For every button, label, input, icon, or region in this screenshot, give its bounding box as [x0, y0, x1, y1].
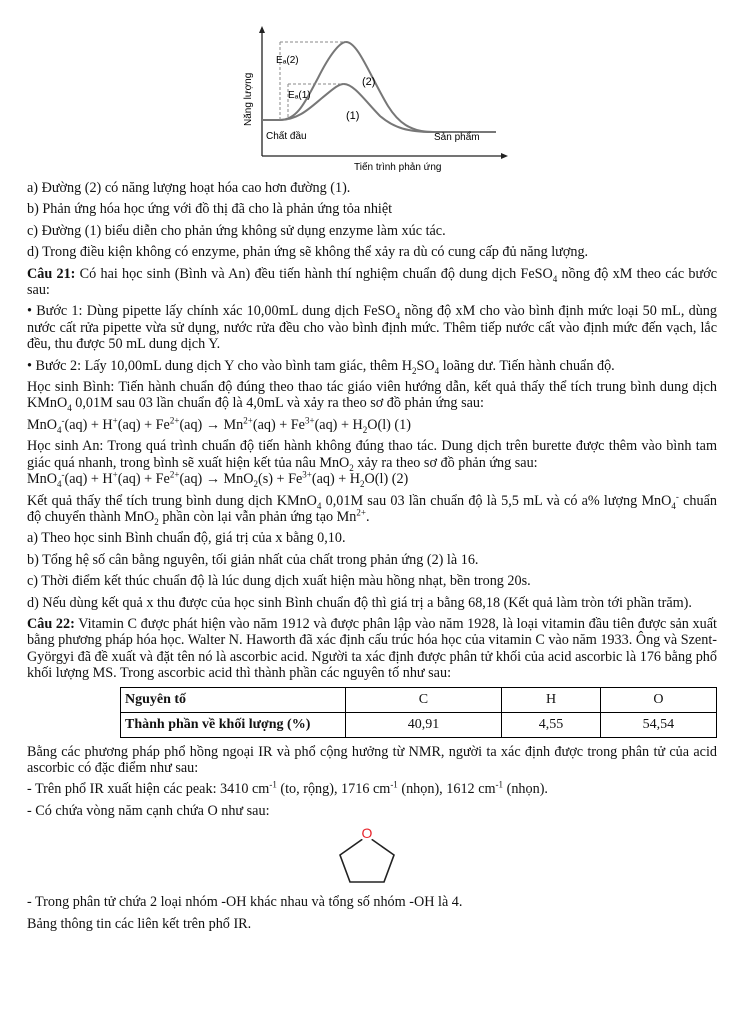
y-axis-label: Năng lượng: [243, 72, 254, 126]
q21-an: Học sinh An: Trong quá trình chuẩn độ tiến hành không đúng thao tác. Dung dịch trên burette được thêm vào bình tam giác quá nhanh, trong bình sẽ xuất hiện kết tủa nâu MnO$_2$ xảy ra theo sơ đồ phản ứng sau: $MnO_4^-(aq) + H^+(aq) + Fe^{2+}(aq) \to MnO_2(s) + Fe^{3+}(aq) + H_2O(l)$ (2): [27, 438, 717, 489]
q21-intro: Câu 21: Có hai học sinh (Bình và An) đều tiến hành thí nghiệm chuẩn độ dung dịch FeSO$_4$ nồng độ xM theo các bước sau:: [27, 265, 717, 299]
q21-result: Kết quả thấy thể tích trung bình dung dịch KMnO$_4$ 0,01M sau 03 lần chuẩn độ là 5,5 mL và có a% lượng MnO$_4$- chuẩn độ chuyển thành MnO$_2$ phần còn lại vẫn phản ứng tạo $Mn^{2+}$.: [27, 490, 717, 527]
q21-b: b) Tổng hệ số cân bằng nguyên, tối giản nhất của chất trong phản ứng (2) là 16.: [27, 551, 479, 568]
table-cell: O: [600, 687, 716, 712]
table-row: [121, 712, 717, 737]
tetrahydrofuran-ring: [335, 824, 399, 886]
q22-last: Bảng thông tin các liên kết trên phổ IR.: [27, 915, 252, 932]
ring-oxygen-label: O: [361, 825, 373, 842]
composition-table: [120, 687, 717, 738]
table-cell: C: [345, 687, 502, 712]
table-cell: Nguyên tố: [121, 687, 346, 712]
q21-binh: Học sinh Bình: Tiến hành chuẩn độ đúng theo thao tác giáo viên hướng dẫn, kết quả thấy thể tích trung bình dung dịch KMnO$_4$ 0,01M sau 03 lần chuẩn độ là 4,0mL và xảy ra theo sơ đồ phản ứng sau:: [27, 379, 717, 414]
table-header-row: [121, 687, 717, 712]
table-cell: 4,55: [502, 712, 601, 737]
end-label: Sản phẩm: [434, 132, 480, 143]
q22-ir: - Trên phổ IR xuất hiện các peak: 3410 $cm^{-1}$ (to, rộng), 1716 $cm^{-1}$ (nhọn), 1612 $cm^{-1}$ (nhọn).: [27, 779, 548, 798]
q22-ring-text: - Có chứa vòng năm cạnh chứa O như sau:: [27, 802, 270, 819]
q22-oh: - Trong phân tử chứa 2 loại nhóm -OH khác nhau và tổng số nhóm -OH là 4.: [27, 894, 463, 911]
stmt-a: a) Đường (2) có năng lượng hoạt hóa cao hơn đường (1).: [27, 180, 351, 196]
q22-after-table: Bằng các phương pháp phổ hồng ngoại IR và phổ cộng hưởng từ NMR, người ta xác định được trong phân tử của acid ascorbic có đặc điểm như sau:: [27, 743, 717, 776]
start-label: Chất đầu: [266, 131, 307, 142]
table-cell: 54,54: [600, 712, 716, 737]
energy-diagram: [218, 26, 508, 176]
stmt-c: c) Đường (1) biểu diễn cho phản ứng không sử dụng enzyme làm xúc tác.: [27, 222, 446, 239]
ea1-label: Eₐ(1): [288, 90, 311, 101]
x-axis-label: Tiến trình phản ứng: [354, 162, 442, 173]
q21-step2: • Bước 2: Lấy 10,00mL dung dịch Y cho vào bình tam giác, thêm $H_2SO_4$ loãng dư. Tiến hành chuẩn độ.: [27, 357, 615, 376]
stmt-b: b) Phản ứng hóa học ứng với đồ thị đã cho là phản ứng tỏa nhiệt: [27, 201, 393, 218]
curve2-label: (2): [362, 76, 376, 88]
equation-1: $MnO_4^-(aq) + H^+(aq) + Fe^{2+}(aq) \to Mn^{2+}(aq) + Fe^{3+}(aq) + H_2O(l)$ (1): [27, 415, 411, 435]
q22-intro: Câu 22: Vitamin C được phát hiện vào năm 1912 và được phân lập vào năm 1928, là loại vitamin đầu tiên được sản xuất bằng phương pháp hóa học. Walter N. Haworth đã xác định cấu trúc hóa học của vitamin C vào năm 1933. Ông và Szent-Györgyi đã đề xuất và đặt tên nó là ascorbic acid. Người ta xác định được phân tử khối của acid ascorbic là 176 bằng phổ khối lượng MS. Trong ascorbic acid thì thành phần các nguyên tố như sau:: [27, 615, 717, 682]
ea2-label: Eₐ(2): [276, 55, 299, 66]
q21-a: a) Theo học sinh Bình chuẩn độ, giá trị của x bằng 0,10.: [27, 530, 346, 547]
q21-d: d) Nếu dùng kết quả x thu được của học sinh Bình chuẩn độ thì giá trị a bằng 68,18 (Kết quả làm tròn tới phần trăm).: [27, 594, 692, 611]
document-body: [27, 180, 717, 937]
q21-c: c) Thời điểm kết thúc chuẩn độ là lúc dung dịch xuất hiện màu hồng nhạt, bền trong 20s.: [27, 573, 531, 590]
table-cell: H: [502, 687, 601, 712]
stmt-d: d) Trong điều kiện không có enzyme, phản ứng sẽ không thể xảy ra dù có cung cấp đủ năng lượng.: [27, 244, 589, 261]
curve1-label: (1): [346, 110, 360, 122]
table-cell: Thành phần về khối lượng (%): [121, 712, 346, 737]
q21-step1: • Bước 1: Dùng pipette lấy chính xác 10,00mL dung dịch FeSO$_4$ nồng độ xM cho vào bình định mức loại 50 mL, dùng nước cất rửa pipette vừa sử dụng, nước rửa đều cho vào bình định mức. Thêm tiếp nước cất vào định mức đến vạch, lắc đều, thu được 50 mL dung dịch Y.: [27, 303, 717, 353]
table-cell: 40,91: [345, 712, 502, 737]
